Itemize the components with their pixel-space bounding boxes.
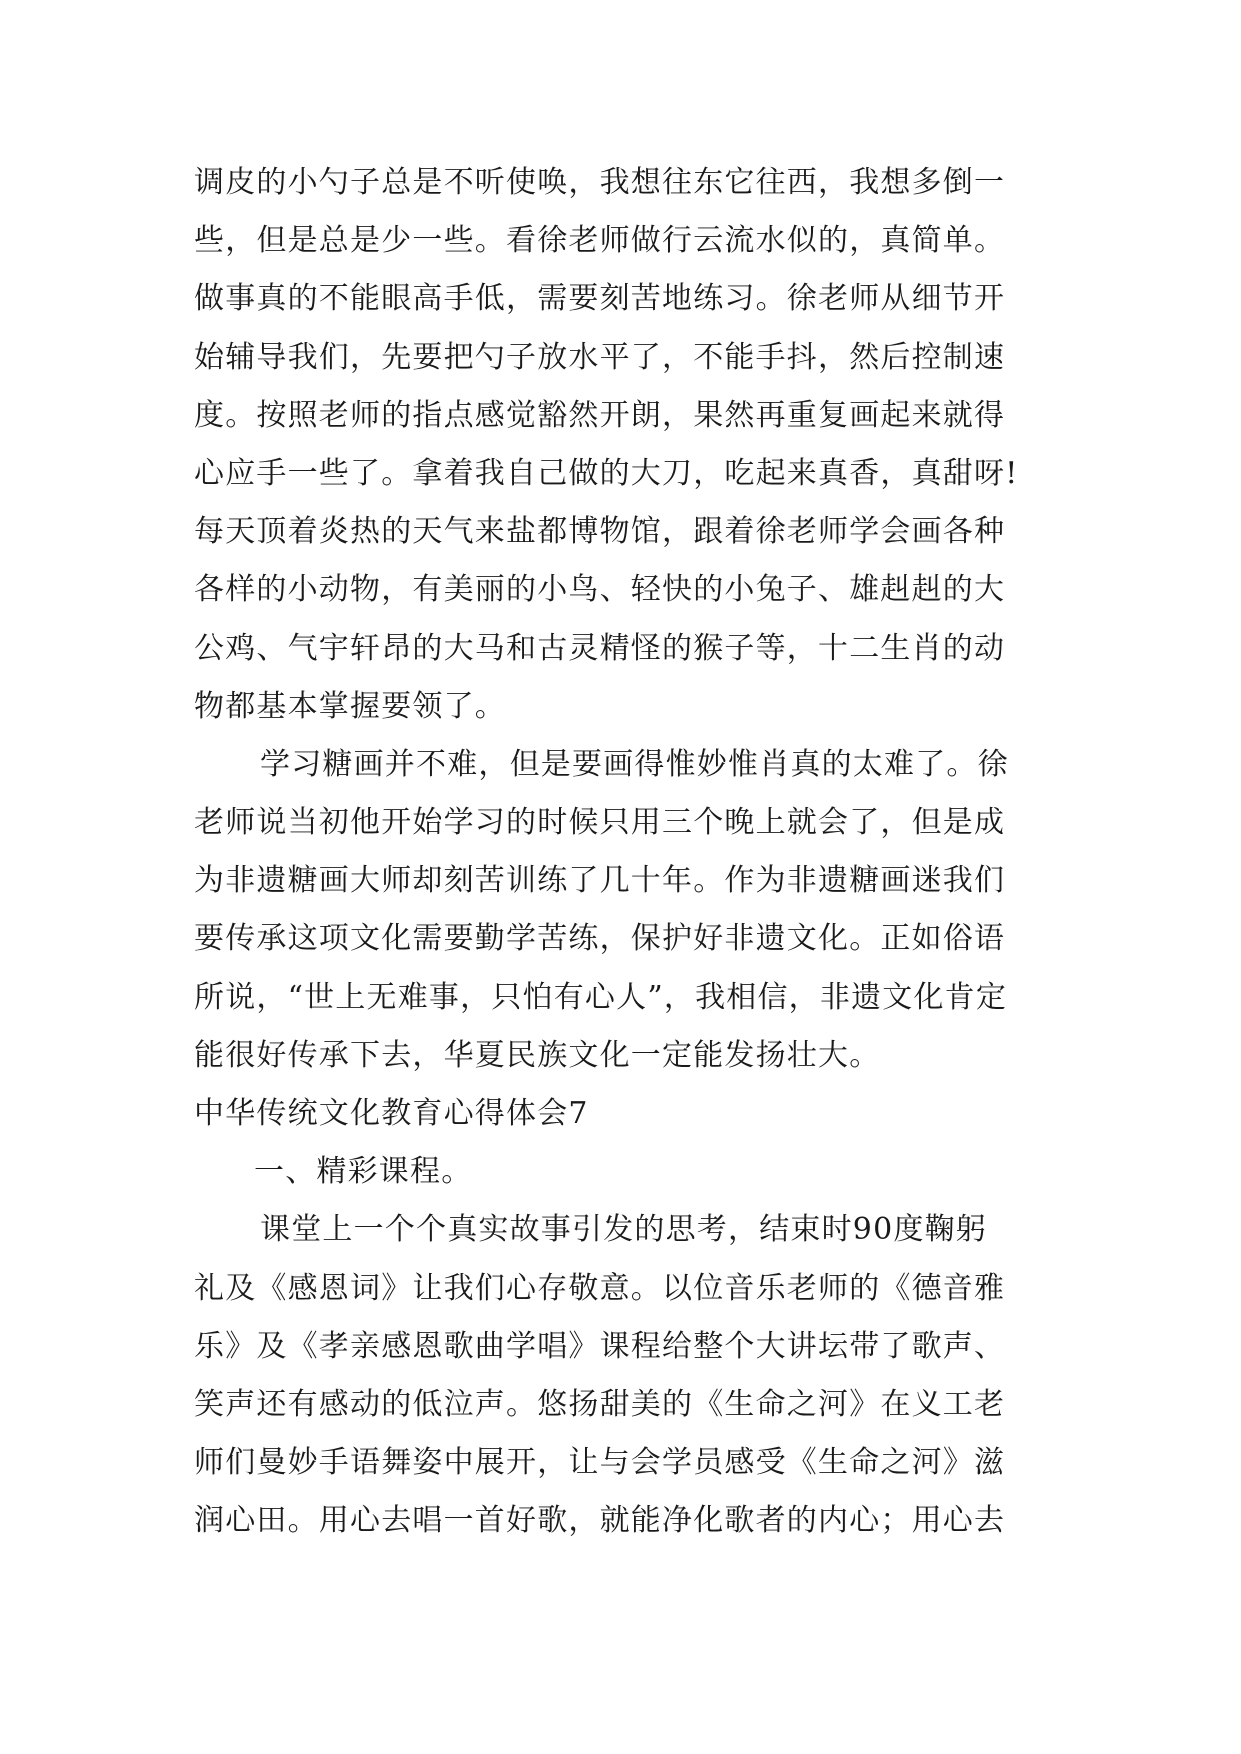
paragraph-1-line-2: 些，但是总是少一些。看徐老师做行云流水似的，真简单。 xyxy=(194,223,1006,259)
paragraph-2-line-6: 能很好传承下去，华夏民族文化一定能发扬壮大。 xyxy=(194,1037,881,1073)
paragraph-1-line-9: 公鸡、气宇轩昂的大马和古灵精怪的猴子等，十二生肖的动 xyxy=(194,630,1006,666)
paragraph-2-line-2: 老师说当初他开始学习的时候只用三个晚上就会了，但是成 xyxy=(194,805,1006,841)
paragraph-1-line-8: 各样的小动物，有美丽的小鸟、轻快的小兔子、雄赳赳的大 xyxy=(194,572,1006,608)
paragraph-2-line-3: 为非遗糖画大师却刻苦训练了几十年。作为非遗糖画迷我们 xyxy=(194,863,1006,899)
paragraph-1-line-1: 调皮的小勺子总是不听使唤，我想往东它往西，我想多倒一 xyxy=(194,165,1006,200)
paragraph-3-line-4: 笑声还有感动的低泣声。悠扬甜美的《生命之河》在义工老 xyxy=(194,1386,1006,1422)
section-heading: 中华传统文化教育心得体会7 xyxy=(194,1096,589,1131)
paragraph-2-line-5: 所说，“世上无难事，只怕有心人”，我相信，非遗文化肯定 xyxy=(194,979,1008,1015)
paragraph-1-line-5: 度。按照老师的指点感觉豁然开朗，果然再重复画起来就得 xyxy=(194,397,1006,433)
paragraph-1-line-7: 每天顶着炎热的天气来盐都博物馆，跟着徐老师学会画各种 xyxy=(194,514,1006,550)
paragraph-1-line-6: 心应手一些了。拿着我自己做的大刀，吃起来真香，真甜呀! xyxy=(194,455,1019,491)
paragraph-3-line-1: 课堂上一个个真实故事引发的思考，结束时90度鞠躬 xyxy=(260,1212,987,1248)
paragraph-3-line-3: 乐》及《孝亲感恩歌曲学唱》课程给整个大讲坛带了歌声、 xyxy=(194,1328,1006,1364)
paragraph-1-line-3: 做事真的不能眼高手低，需要刻苦地练习。徐老师从细节开 xyxy=(194,281,1006,317)
paragraph-2-line-4: 要传承这项文化需要勤学苦练，保护好非遗文化。正如俗语 xyxy=(194,921,1006,957)
paragraph-1-line-4: 始辅导我们，先要把勺子放水平了，不能手抖，然后控制速 xyxy=(194,339,1006,375)
paragraph-1-line-10: 物都基本掌握要领了。 xyxy=(194,688,506,724)
paragraph-3-line-6: 润心田。用心去唱一首好歌，就能净化歌者的内心；用心去 xyxy=(194,1503,1006,1539)
subsection-heading: 一、精彩课程。 xyxy=(254,1154,473,1190)
paragraph-3-line-5: 师们曼妙手语舞姿中展开，让与会学员感受《生命之河》滋 xyxy=(194,1445,1006,1481)
paragraph-3-line-2: 礼及《感恩词》让我们心存敬意。以位音乐老师的《德音雅 xyxy=(194,1270,1006,1306)
paragraph-2-line-1: 学习糖画并不难，但是要画得惟妙惟肖真的太难了。徐 xyxy=(260,746,1009,782)
document-body xyxy=(194,154,1074,1551)
